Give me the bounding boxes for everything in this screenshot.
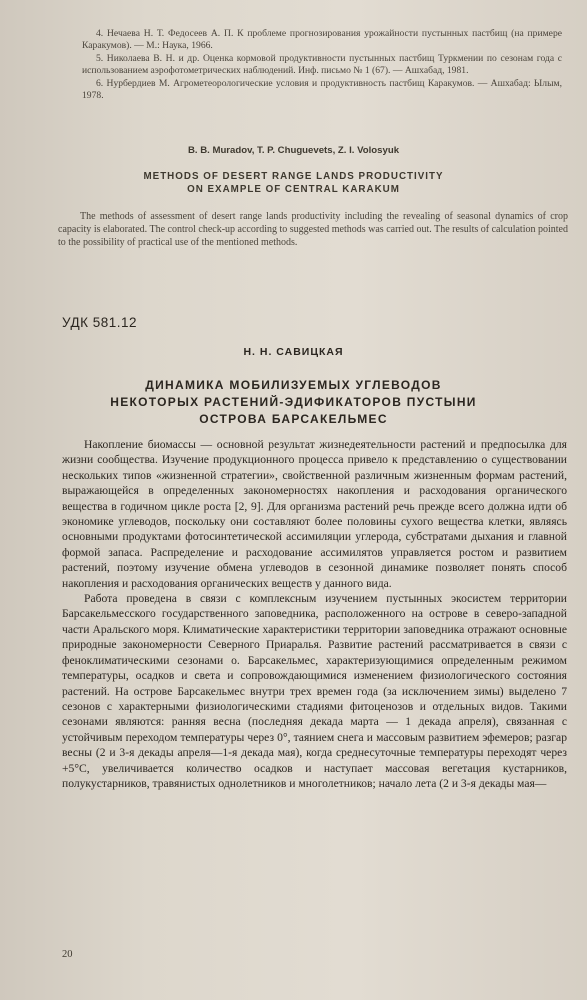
article-author: Н. Н. САВИЦКАЯ — [243, 346, 344, 358]
english-title-line: METHODS OF DESERT RANGE LANDS PRODUCTIVITY — [143, 171, 444, 182]
english-abstract: The methods of assessment of desert range lands productivity including the revealing of seasonal dynamics of crop capacity is elaborated. The control check-up according to suggested methods was carried out. The results of calculation pointed to the possibility of practical use of the mentioned methods. — [58, 211, 568, 248]
article-title-line: ОСТРОВА БАРСАКЕЛЬМЕС — [199, 412, 388, 426]
reference-item: 5. Николаева В. Н. и др. Оценка кормовой продуктивности пустынных пастбищ Туркмении по сезонам года с использованием аэрофотометрических наблюдений. Инф. письмо № 1 (67). — Ашхабад, 1981. — [82, 52, 562, 77]
article-title-line: НЕКОТОРЫХ РАСТЕНИЙ-ЭДИФИКАТОРОВ ПУСТЫНИ — [110, 395, 477, 409]
reference-item: 6. Нурбердиев М. Агрометеорологические условия и продуктивность пастбищ Каракумов. — Ашхабад: Ылым, 1978. — [82, 77, 562, 102]
body-paragraph: Работа проведена в связи с комплексным изучением пустынных экосистем территории Барсакельмесского государственного заповедника, расположенного на острове в северо-западной части Аральского моря. Климатические характеристики территории заповедника отражают основные природные закономерности Северного Приаралья. Развитие растений рассматривается в связи с феноклиматическими сезонами о. Барсакельмес, характеризующимися определенным режимом температуры, осадков и света и сопровождающимися изменением физиологического состояния растений. На острове Барсакельмес внутри трех времен года (за исключением зимы) выделено 7 сезонов с характерными физиологическими стадиями фитоценозов и отдельных видов. Такими сезонами являются: ранняя весна (последняя декада марта — 1 декада апреля), связанная с устойчивым переходом температуры через 0°, таянием снега и массовым развитием эфемеров; разгар весны (2 и 3-я декады апреля—1-я декада мая), когда среднесуточные температуры переходят через +5°С, увеличивается количество осадков и наступает массовая вегетация кустарников, полукустарников, травянистых однолетников и многолетников; начало лета (2 и 3-я декады мая— — [62, 592, 567, 790]
english-title — [0, 170, 587, 196]
page-number: 20 — [62, 949, 73, 960]
article-body — [62, 437, 567, 791]
reference-list — [82, 28, 562, 102]
article-title-line: ДИНАМИКА МОБИЛИЗУЕМЫХ УГЛЕВОДОВ — [145, 378, 442, 392]
reference-item: 4. Нечаева Н. Т. Федосеев А. П. К проблеме прогнозирования урожайности пустынных пастбищ (на примере Каракумов). — М.: Наука, 1966. — [82, 28, 562, 52]
english-authors: B. B. Muradov, T. P. Chuguevets, Z. I. Volosyuk — [187, 145, 400, 156]
udc-code: УДК 581.12 — [62, 315, 138, 330]
article-title — [0, 377, 587, 428]
english-title-line: ON EXAMPLE OF CENTRAL KARAKUM — [187, 184, 400, 195]
body-paragraph: Накопление биомассы — основной результат жизнедеятельности растений и предпосылка для жизни сообщества. Изучение продукционного процесса привело к представлению о существовании нескольких типов «жизненной стратегии», свойственной различным жизненным формам растений, выражающейся в определенных закономерностях накопления и расходования органического вещества в годичном цикле роста [2, 9]. Для организма растений речь прежде всего должна идти об экономике углеводов, поскольку они составляют более половины сухого вещества клетки, являясь основными продуктами фотосинтетической ассимиляции углерода, субстратами дыхания и главной формой запаса. Распределение и расходование ассимилятов управляется ростом и развитием растений, поэтому изучение обмена углеводов в сезонной динамике позволяет понять способ накопления и расходования органических веществ у данного вида. — [62, 438, 567, 590]
